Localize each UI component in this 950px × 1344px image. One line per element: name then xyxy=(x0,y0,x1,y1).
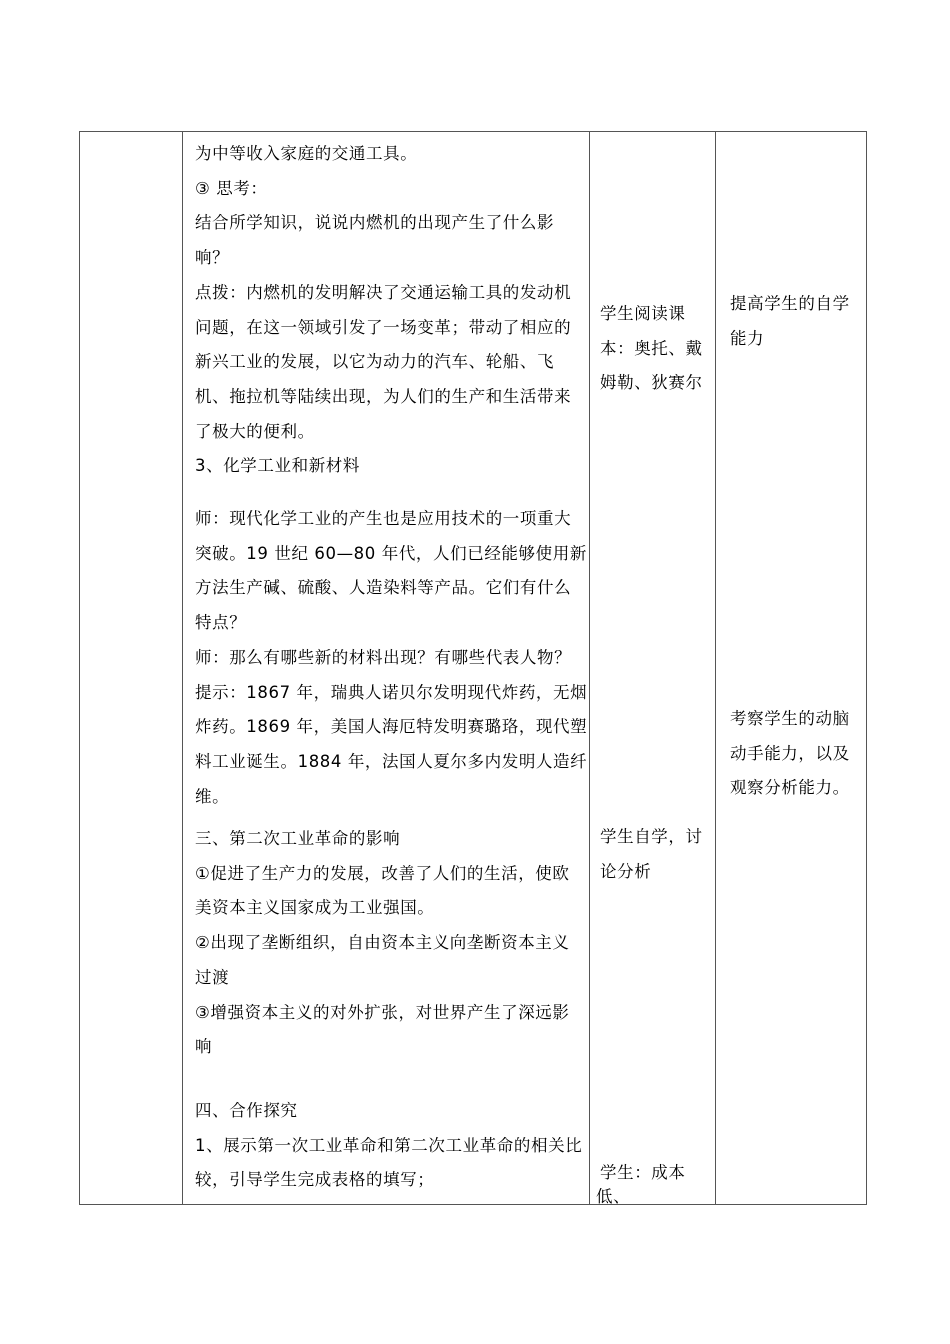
section-heading: 3、化学工业和新材料 xyxy=(195,456,360,476)
text-line: 美资本主义国家成为工业强国。 xyxy=(195,898,435,918)
section-heading: 三、第二次工业革命的影响 xyxy=(195,829,401,848)
text-line: 论分析 xyxy=(600,861,652,881)
text-line: 提高学生的自学 xyxy=(730,294,850,313)
text-line: 新兴工业的发展，以它为动力的汽车、轮船、飞 xyxy=(195,352,555,372)
column-divider-1 xyxy=(182,132,183,1204)
text-line: 维。 xyxy=(195,786,230,806)
text-line: 较，引导学生完成表格的填写； xyxy=(195,1170,435,1190)
text-line: 本：奥托、戴 xyxy=(600,338,703,358)
text-line: 方法生产碱、硫酸、人造染料等产品。它们有什么 xyxy=(195,578,572,598)
text-line: 机、拖拉机等陆续出现，为人们的生产和生活带来 xyxy=(195,386,572,406)
text-line: 学生：成本 xyxy=(600,1163,686,1182)
text-line: 结合所学知识，说说内燃机的出现产生了什么影 xyxy=(195,213,555,233)
student-activity-block-3 xyxy=(596,1161,686,1209)
text-line: 响 xyxy=(195,1037,213,1057)
text-line: 学生阅读课 xyxy=(600,304,686,323)
student-activity-block-1 xyxy=(600,297,703,401)
text-line: 突破。19 世纪 60—80 年代，人们已经能够使用新 xyxy=(195,543,587,563)
text-line: ①促进了生产力的发展，改善了人们的生活，使欧 xyxy=(195,863,570,883)
design-intent-block-1 xyxy=(730,287,850,356)
design-intent-block-2 xyxy=(730,702,850,806)
lesson-plan-table xyxy=(79,131,867,1205)
column-divider-3 xyxy=(715,132,716,1204)
text-line: 过渡 xyxy=(195,967,230,987)
text-line: 1、展示第一次工业革命和第二次工业革命的相关比 xyxy=(195,1135,583,1155)
text-line: ②出现了垄断组织，自由资本主义向垄断资本主义 xyxy=(195,933,570,953)
text-line: 了极大的便利。 xyxy=(195,421,315,441)
text-line: 炸药。1869 年，美国人海厄特发明赛璐珞，现代塑 xyxy=(195,717,588,737)
section-heading: 四、合作探究 xyxy=(195,1101,298,1120)
teaching-content-block-d xyxy=(195,1094,582,1198)
teaching-content-block-c xyxy=(195,822,570,1065)
column-divider-2 xyxy=(589,132,590,1204)
teaching-content-block-a xyxy=(195,137,571,484)
text-line: 问题，在这一领域引发了一场变革；带动了相应的 xyxy=(195,317,572,337)
text-line: 姆勒、狄赛尔 xyxy=(600,373,703,393)
text-line: 特点？ xyxy=(195,613,247,633)
text-line: 考察学生的动脑 xyxy=(730,709,850,728)
text-line: 能力 xyxy=(730,328,765,348)
text-line: 师：那么有哪些新的材料出现？有哪些代表人物？ xyxy=(195,647,572,667)
student-activity-block-2 xyxy=(600,820,703,889)
text-line: ③ 思考： xyxy=(195,178,268,198)
text-line: 为中等收入家庭的交通工具。 xyxy=(195,144,418,163)
text-line: 低、 xyxy=(596,1187,631,1206)
text-line: 学生自学，讨 xyxy=(600,827,703,846)
text-line: 响？ xyxy=(195,248,230,268)
teaching-content-block-b xyxy=(195,502,587,814)
text-line: ③增强资本主义的对外扩张，对世界产生了深远影 xyxy=(195,1002,570,1022)
text-line: 动手能力，以及 xyxy=(730,743,850,763)
text-line: 提示：1867 年，瑞典人诺贝尔发明现代炸药，无烟 xyxy=(195,682,588,702)
text-line: 师：现代化学工业的产生也是应用技术的一项重大 xyxy=(195,509,572,528)
text-line: 点拨：内燃机的发明解决了交通运输工具的发动机 xyxy=(195,282,572,302)
text-line: 料工业诞生。1884 年，法国人夏尔多内发明人造纤 xyxy=(195,751,588,771)
text-line: 观察分析能力。 xyxy=(730,778,850,798)
